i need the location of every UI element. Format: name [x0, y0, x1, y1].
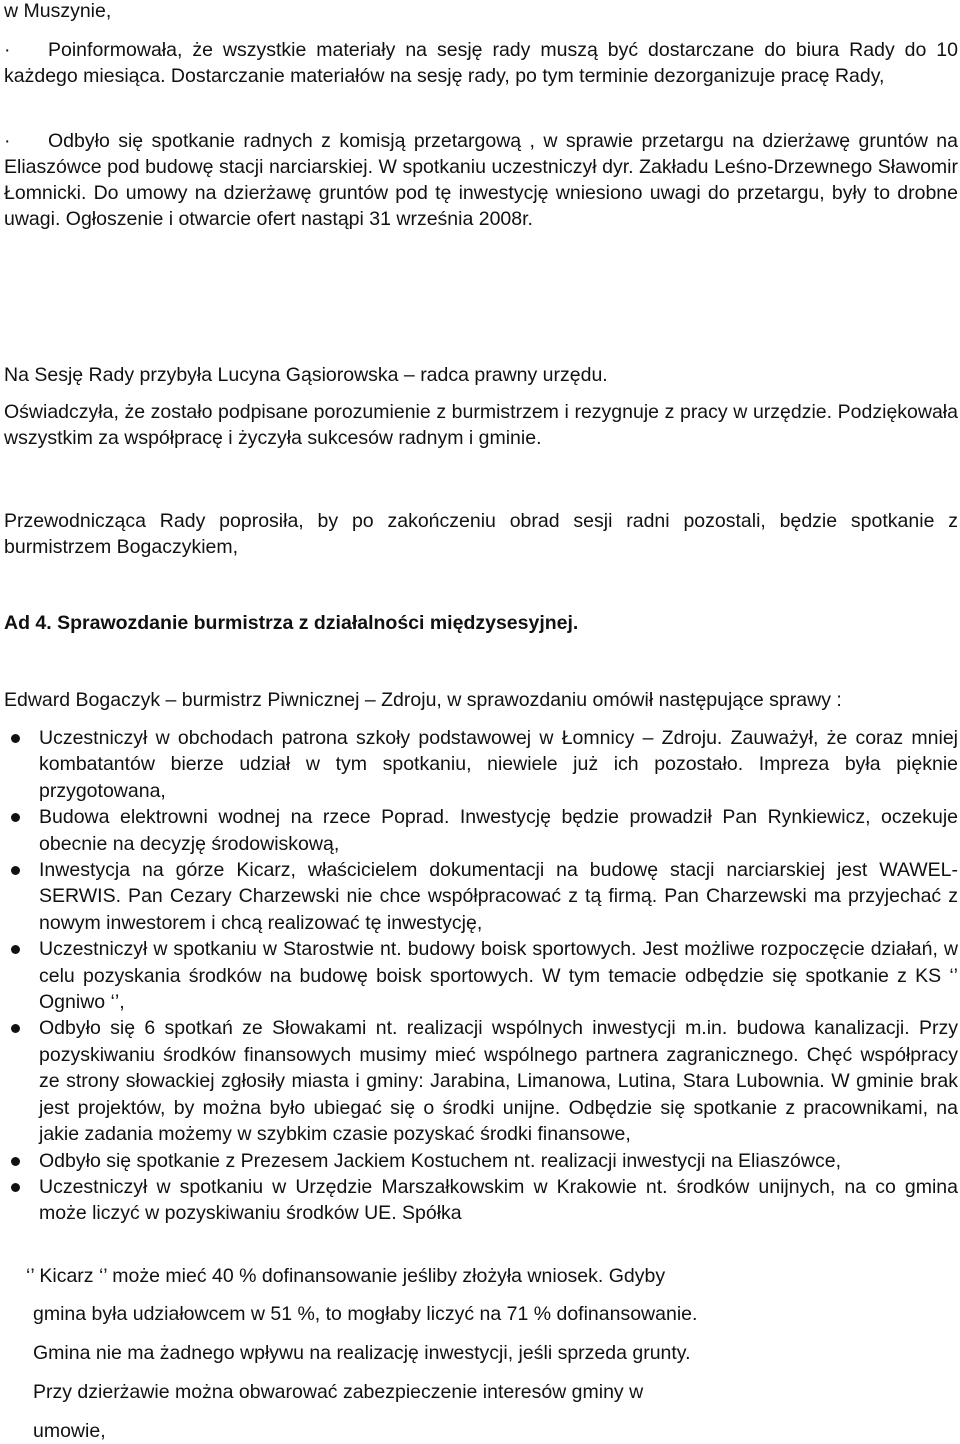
list-item-text: Inwestycja na górze Kicarz, właścicielem dokumentacji na budowę stacji narciarskiej jest WAWEL-SERWIS. Pan Cezary Charzewski nie chce współpracować z tą firmą. Pan Charzewski ma przyjechać z nowym inwestorem i chcą realizować tę inwestycję, [39, 859, 958, 934]
dot-item-2 [4, 128, 958, 232]
section-heading: Ad 4. Sprawozdanie burmistrza z działalności międzysesyjnej. [4, 612, 579, 634]
list-item [0, 804, 958, 857]
paragraph-statement: Oświadczyła, że zostało podpisane porozumienie z burmistrzem i rezygnuje z pracy w urzędzie. Podziękowała wszystkim za współpracę i życzyła sukcesów radnym i gminie. [4, 401, 958, 449]
tail-line-3: Gmina nie ma żadnego wpływu na realizację inwestycji, jeśli sprzeda grunty. [33, 1342, 691, 1364]
bullet-dot-icon [11, 1183, 20, 1192]
top-line: w Muszynie, [4, 0, 112, 22]
paragraph-attendance: Na Sesję Rady przybyła Lucyna Gąsiorowska – radca prawny urzędu. [4, 364, 608, 386]
report-intro: Edward Bogaczyk – burmistrz Piwnicznej – Zdroju, w sprawozdaniu omówił następujące sprawy : [4, 689, 842, 711]
bullet-dot-icon [11, 1157, 20, 1166]
bullet-dot-icon [11, 734, 20, 743]
dot-item-1 [4, 37, 958, 89]
paragraph-chair-request: Przewodnicząca Rady poprosiła, by po zakończeniu obrad sesji radni pozostali, będzie spotkanie z burmistrzem Bogaczykiem, [4, 510, 958, 558]
list-item [0, 725, 958, 804]
list-item-text: Uczestniczył w spotkaniu w Urzędzie Marszałkowskim w Krakowie nt. środków unijnych, na co gmina może liczyć w pozyskiwaniu środków UE. Spółka [39, 1175, 958, 1225]
list-item [0, 1174, 958, 1227]
list-item [0, 1015, 958, 1147]
list-item-text: Budowa elektrowni wodnej na rzece Poprad. Inwestycję będzie prowadził Pan Rynkiewicz, oczekuje obecnie na decyzję środowiskową, [39, 806, 958, 855]
dot-marker: · [4, 130, 11, 152]
bullet-dot-icon [11, 945, 20, 954]
tail-line-4: Przy dzierżawie można obwarować zabezpieczenie interesów gminy w [33, 1381, 644, 1403]
list-item [0, 936, 958, 1015]
list-item [0, 857, 958, 936]
dot-marker: · [4, 39, 11, 61]
tail-line-1: ‘’ Kicarz ‘’ może mieć 40 % dofinansowanie jeśliby złożyła wniosek. Gdyby [26, 1265, 666, 1287]
dot-item-text: Poinformowała, że wszystkie materiały na sesję rady muszą być dostarczane do biura Rady do 10 każdego miesiąca. Dostarczanie materiałów na sesję rady, po tym terminie dezorganizuje pracę Rady, [4, 39, 958, 87]
list-item-text: Odbyło się 6 spotkań ze Słowakami nt. realizacji wspólnych inwestycji m.in. budowa kanalizacji. Przy pozyskiwaniu środków finansowych musimy mieć wspólnego partnera zagranicznego. Chęć współpracy ze strony słowackiej zgłosiły miasta i gminy: Jarabina, Limanowa, Lutina, Stara Lubownia. W gminie brak jest projektów, by można było ubiegać się o środki unijne. Odbędzie się spotkanie z pracownikami, na jakie zadania możemy w szybkim czasie pozyskać środki finansowe, [39, 1017, 958, 1146]
list-item-text: Uczestniczył w obchodach patrona szkoły podstawowej w Łomnicy – Zdroju. Zauważył, że coraz mniej kombatantów bierze udział w tym spotkaniu, niewiele już ich pozostało. Impreza była pięknie przygotowana, [39, 727, 958, 802]
list-item-text: Uczestniczył w spotkaniu w Starostwie nt. budowy boisk sportowych. Jest możliwe rozpoczęcie działań, w celu pozyskania środków na budowę boisk sportowych. W tym temacie odbędzie się spotkanie z KS ‘’ Ogniwo ‘’, [39, 938, 958, 1014]
list-item [0, 1148, 958, 1174]
tail-line-5: umowie, [33, 1420, 106, 1442]
bullet-dot-icon [11, 813, 20, 822]
bullet-dot-icon [11, 1024, 20, 1033]
tail-line-2: gmina była udziałowcem w 51 %, to mogłaby liczyć na 71 % dofinansowanie. [33, 1303, 698, 1325]
bullet-dot-icon [11, 866, 20, 875]
report-bullet-list [0, 725, 958, 1227]
list-item-text: Odbyło się spotkanie z Prezesem Jackiem Kostuchem nt. realizacji inwestycji na Eliaszówce, [39, 1149, 841, 1172]
dot-item-text: Odbyło się spotkanie radnych z komisją przetargową , w sprawie przetargu na dzierżawę gruntów na Eliaszówce pod budowę stacji narciarskiej. W spotkaniu uczestniczył dyr. Zakładu Leśno-Drzewnego Sławomir Łomnicki. Do umowy na dzierżawę gruntów pod tę inwestycję wniesiono uwagi do przetargu, były to drobne uwagi. Ogłoszenie i otwarcie ofert nastąpi 31 września 2008r. [4, 130, 958, 230]
